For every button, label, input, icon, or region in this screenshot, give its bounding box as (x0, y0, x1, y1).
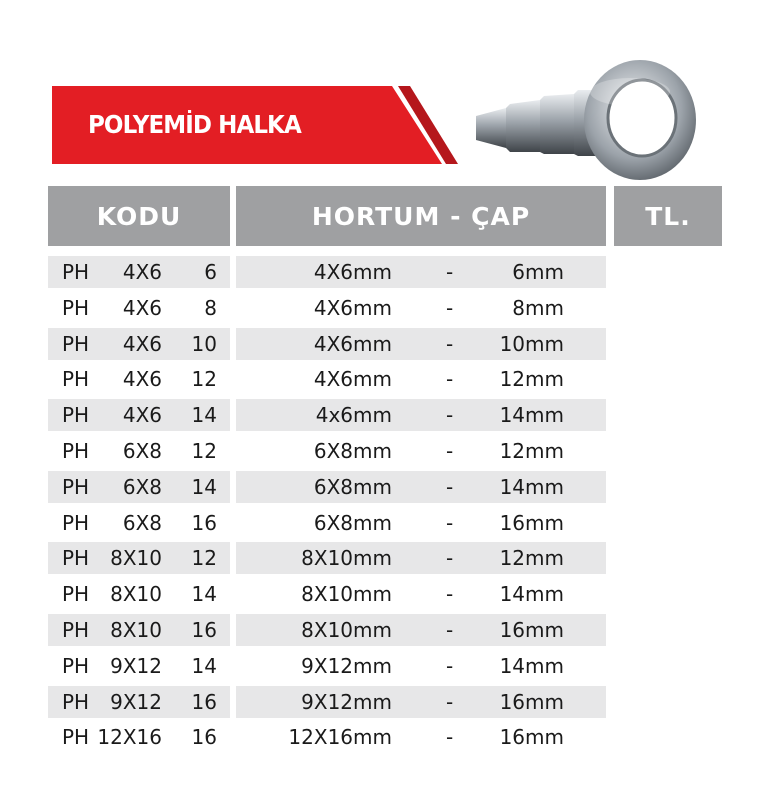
hose-size: 6X8mm (313, 474, 392, 499)
diameter: 6mm (512, 260, 564, 284)
separator-dash: - (446, 403, 454, 428)
code-size: 6X8 (122, 510, 162, 535)
separator-dash: - (446, 582, 454, 607)
code-prefix: PH (62, 331, 90, 356)
separator-dash: - (446, 510, 454, 535)
diameter: 14mm (499, 474, 564, 499)
code-prefix: PH (62, 617, 90, 642)
separator-dash: - (446, 260, 454, 284)
table-row (48, 542, 608, 578)
header-kodu: KODU (48, 186, 230, 246)
table-row (48, 650, 608, 686)
product-table (48, 256, 608, 757)
diameter: 12mm (499, 367, 564, 392)
code-size: 9X12 (110, 653, 162, 678)
table-row (48, 507, 608, 543)
diameter: 12mm (499, 546, 564, 571)
code-number: 14 (191, 474, 217, 499)
separator-dash: - (446, 295, 454, 320)
separator-dash: - (446, 546, 454, 571)
header-hortum-cap: HORTUM - ÇAP (236, 186, 606, 246)
hose-size: 6X8mm (313, 510, 392, 535)
code-prefix: PH (62, 438, 90, 463)
code-number: 16 (191, 689, 217, 714)
code-size: 8X10 (110, 617, 162, 642)
diameter: 10mm (499, 331, 564, 356)
table-row (48, 399, 608, 435)
code-size: 6X8 (122, 438, 162, 463)
diameter: 16mm (499, 617, 564, 642)
code-prefix: PH (62, 295, 90, 320)
hose-size: 8X10mm (301, 582, 392, 607)
diameter: 16mm (499, 510, 564, 535)
code-number: 12 (191, 546, 217, 571)
separator-dash: - (446, 689, 454, 714)
code-size: 4X6 (122, 367, 162, 392)
table-row (48, 435, 608, 471)
code-number: 16 (191, 725, 217, 750)
table-row (48, 578, 608, 614)
hose-size: 9X12mm (301, 653, 392, 678)
diameter: 8mm (512, 295, 564, 320)
code-size: 6X8 (122, 474, 162, 499)
code-number: 16 (191, 617, 217, 642)
code-prefix: PH (62, 546, 90, 571)
code-number: 14 (191, 582, 217, 607)
table-row (48, 292, 608, 328)
hose-size: 9X12mm (301, 689, 392, 714)
code-number: 6 (204, 260, 217, 284)
code-prefix: PH (62, 653, 90, 678)
diameter: 14mm (499, 403, 564, 428)
page-title: POLYEMİD HALKA (88, 110, 301, 139)
table-row (48, 328, 608, 364)
code-size: 9X12 (110, 689, 162, 714)
code-number: 10 (191, 331, 217, 356)
code-size: 8X10 (110, 582, 162, 607)
code-number: 8 (204, 295, 217, 320)
hose-size: 4X6mm (313, 331, 392, 356)
hose-size: 8X10mm (301, 546, 392, 571)
hose-size: 4X6mm (313, 367, 392, 392)
code-number: 14 (191, 653, 217, 678)
separator-dash: - (446, 367, 454, 392)
separator-dash: - (446, 474, 454, 499)
diameter: 16mm (499, 689, 564, 714)
code-number: 16 (191, 510, 217, 535)
table-row (48, 471, 608, 507)
code-prefix: PH (62, 403, 90, 428)
table-row (48, 256, 608, 292)
code-size: 4X6 (122, 260, 162, 284)
code-size: 4X6 (122, 295, 162, 320)
code-prefix: PH (62, 260, 90, 284)
separator-dash: - (446, 438, 454, 463)
hose-size: 4x6mm (315, 403, 392, 428)
hose-size: 4X6mm (313, 260, 392, 284)
code-number: 12 (191, 438, 217, 463)
separator-dash: - (446, 617, 454, 642)
hose-size: 12X16mm (288, 725, 392, 750)
code-number: 12 (191, 367, 217, 392)
table-row (48, 721, 608, 757)
diameter: 14mm (499, 653, 564, 678)
diameter: 16mm (499, 725, 564, 750)
code-size: 12X16 (97, 725, 162, 750)
code-prefix: PH (62, 725, 90, 750)
code-prefix: PH (62, 474, 90, 499)
header-tl: TL. (614, 186, 722, 246)
code-size: 4X6 (122, 331, 162, 356)
code-size: 8X10 (110, 546, 162, 571)
table-row (48, 614, 608, 650)
diameter: 14mm (499, 582, 564, 607)
code-number: 14 (191, 403, 217, 428)
hose-size: 4X6mm (313, 295, 392, 320)
separator-dash: - (446, 725, 454, 750)
title-banner (52, 86, 458, 164)
code-size: 4X6 (122, 403, 162, 428)
code-prefix: PH (62, 582, 90, 607)
code-prefix: PH (62, 367, 90, 392)
diameter: 12mm (499, 438, 564, 463)
hose-size: 6X8mm (313, 438, 392, 463)
hose-size: 8X10mm (301, 617, 392, 642)
code-prefix: PH (62, 689, 90, 714)
separator-dash: - (446, 331, 454, 356)
separator-dash: - (446, 653, 454, 678)
code-prefix: PH (62, 510, 90, 535)
banjo-fitting-icon (470, 40, 700, 190)
table-row (48, 686, 608, 722)
table-row (48, 363, 608, 399)
